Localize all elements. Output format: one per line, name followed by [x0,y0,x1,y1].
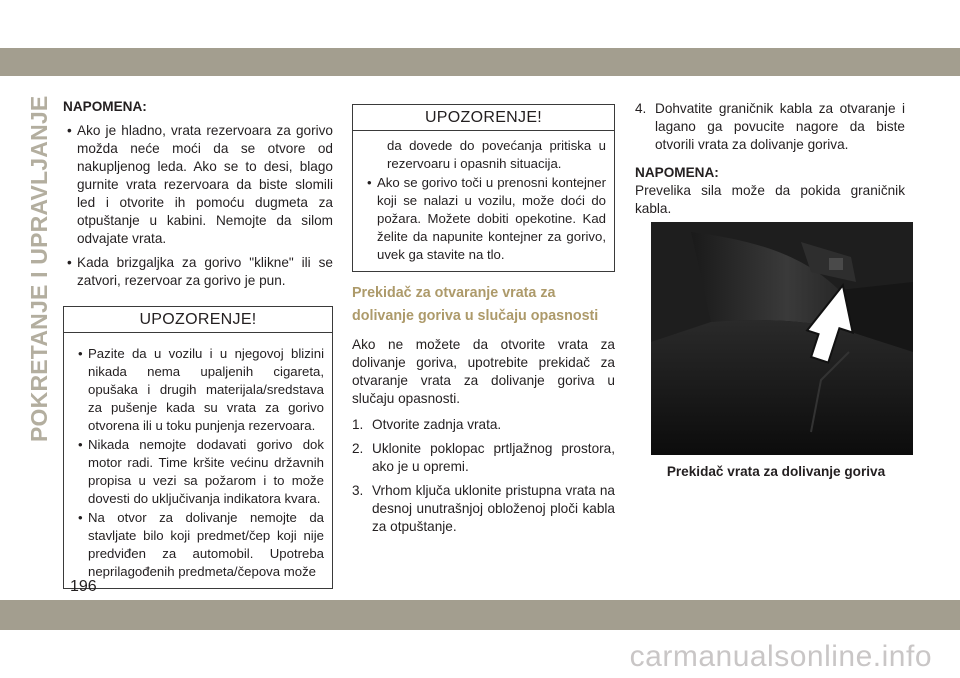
warning-bullet: • Na otvor za dolivanje nemojte da stavljate bilo koji predmet/čep koji nije predviđen za automobil. Upotreba neprilagođenih predmeta/čepova može [78,510,324,579]
step-item: 4. Dohvatite graničnik kabla za otvaranje i lagano ga povucite nagore da biste otvorili vrata za dolivanje goriva. [635,101,905,152]
section-title: Prekidač za otvaranje vrata za dolivanje goriva u slučaju opasnosti [352,285,599,324]
column-1 [63,98,333,589]
note-bullet: • Kada brizgaljka za gorivo "klikne" ili se zatvori, rezervoar za gorivo je pun. [67,255,333,288]
note-bullet: • Ako je hladno, vrata rezervoara za gorivo možda neće moći da se otvore od nakupljenog leda. Ako se to desi, blago gurnite vrata rezervoara da biste slomili led i otvorite ih pomoću dugmeta za otpuštanje u kabini. Nemojte da silom odvajate vrata. [67,123,333,246]
note-heading: NAPOMENA: [63,99,147,114]
warning-box-continued [352,104,615,272]
trunk-interior-illustration [651,222,913,455]
side-section-title: POKRETANJE I UPRAVLJANJE [26,95,52,442]
warning-box [63,306,333,589]
warning-heading: UPOZORENJE! [64,307,332,333]
column-2 [352,104,615,542]
figure-caption: Prekidač vrata za dolivanje goriva [666,464,886,479]
bottom-band [0,600,960,630]
step-item: 3. Vrhom ključa uklonite pristupna vrata na desnoj unutrašnjoj obloženoj ploči kabla za otpuštanje. [352,483,615,534]
step-item: 1. Otvorite zadnja vrata. [352,417,502,432]
note-text: Prevelika sila može da pokida graničnik kabla. [635,183,905,216]
step-item: 2. Uklonite poklopac prtljažnog prostora, ako je u opremi. [352,441,615,474]
top-band [0,48,960,76]
page-number: 196 [70,578,97,595]
warning-bullet: • Nikada nemojte dodavati gorivo dok motor radi. Time kršite većinu državnih propisa u vezi sa požarom i to može dovesti do uključivanja indikatora kvara. [78,437,324,506]
figure-photo [651,222,913,455]
column-3 [635,100,905,481]
warning-body [353,131,614,271]
warning-bullet: • Pazite da u vozilu i u njegovoj blizini nikada nema upaljenih cigareta, opušaka i drugih materijala/sredstava za pušenje kada su vrata za gorivo otvorena ili u toku punjenja rezervoara. [78,346,324,433]
warning-body [64,333,332,588]
warning-continuation: da dovede do povećanja pritiska u rezervoaru i opasnih situacija. [387,138,606,171]
warning-heading: UPOZORENJE! [353,105,614,131]
watermark: carmanualsonline.info [629,640,932,673]
note-heading: NAPOMENA: [635,165,719,180]
intro-paragraph: Ako ne možete da otvorite vrata za dolivanje goriva, upotrebite prekidač za otvaranje vrata za dolivanje goriva u slučaju opasnosti. [352,337,615,406]
warning-bullet: • Ako se gorivo toči u prenosni kontejner koji se nalazi u vozilu, može doći do požara. Možete dobiti opekotine. Kad želite da napunite kontejner za gorivo, uvek ga stavite na tlo. [367,175,606,262]
